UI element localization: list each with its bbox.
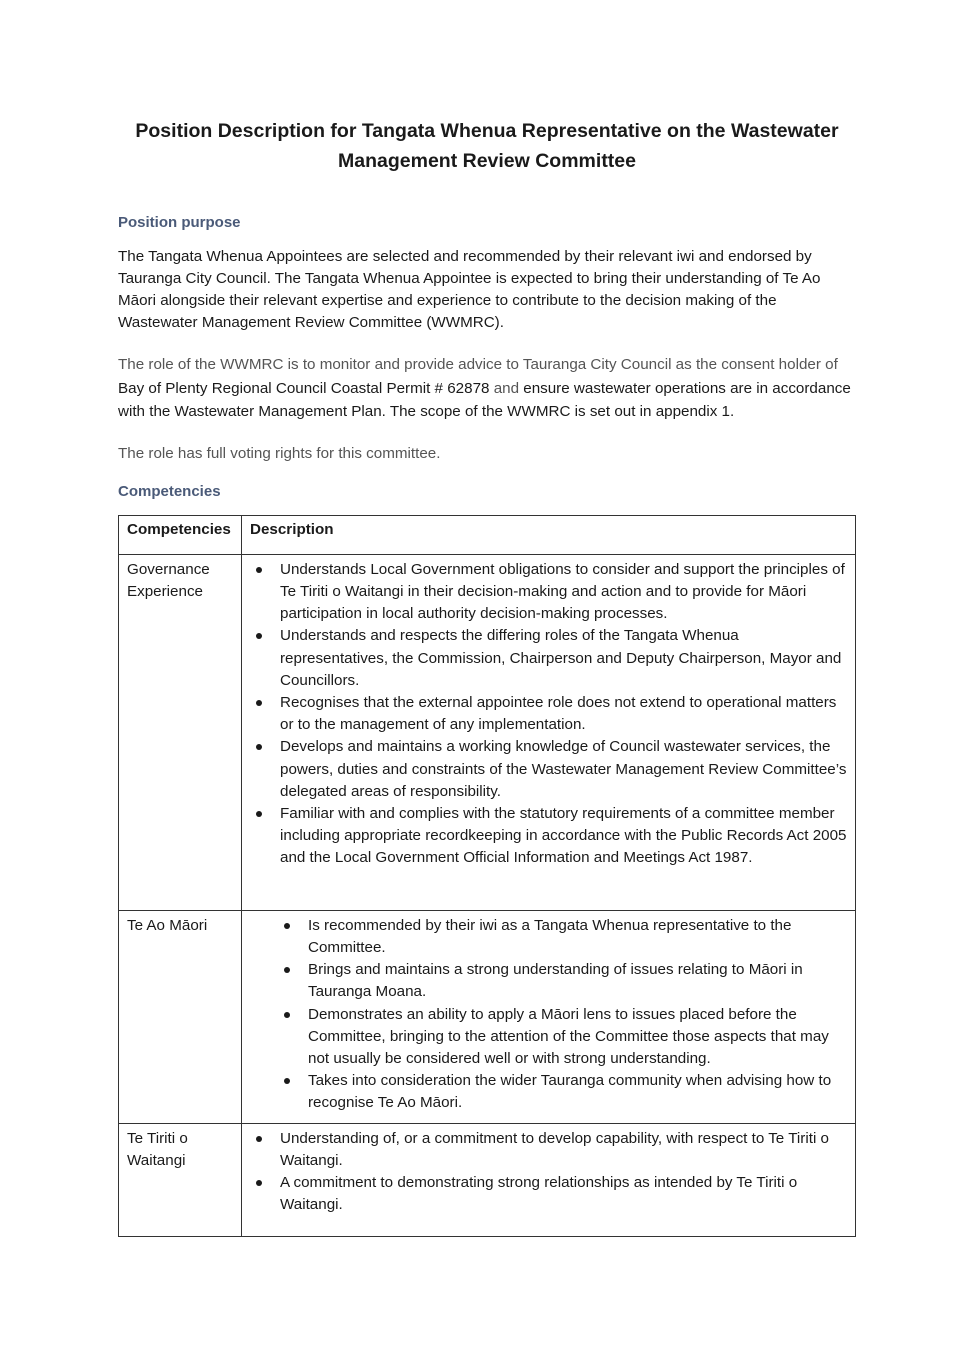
table-row: [119, 1123, 856, 1237]
para2-permit: Bay of Plenty Regional Council Coastal Permit # 62878: [118, 379, 490, 397]
para2-part-c: and: [489, 379, 524, 397]
col-header-description: Description: [242, 515, 856, 554]
list-item: A commitment to demonstrating strong relationships as intended by Te Tiriti o Waitangi.: [280, 1172, 847, 1216]
list-item: Brings and maintains a strong understanding of issues relating to Māori in Tauranga Moana.: [308, 959, 847, 1003]
list-item: Recognises that the external appointee role does not extend to operational matters or to the management of any implementation.: [280, 692, 847, 736]
purpose-paragraph-1: The Tangata Whenua Appointees are selected and recommended by their relevant iwi and endorsed by Tauranga City Council. The Tangata Whenua Appointee is expected to bring their understanding of Te Ao Māori alongside their relevant expertise and experience to contribute to the decision making of the Wastewater Management Review Committee (WWMRC).: [118, 248, 821, 331]
title-line-2: Management Review Committee: [338, 150, 636, 172]
title-line-1: Position Description for Tangata Whenua Representative on the Wastewater: [135, 120, 839, 142]
purpose-paragraph-3: The role has full voting rights for this committee.: [118, 444, 441, 462]
competencies-table: [118, 515, 856, 1238]
table-row: [119, 554, 856, 910]
description-list: [250, 559, 847, 870]
list-item: Familiar with and complies with the statutory requirements of a committee member including appropriate recordkeeping in accordance with the Public Records Act 2005 and the Local Government Official Information and Meetings Act 1987.: [280, 803, 847, 870]
competency-description: [242, 554, 856, 910]
list-item: Understanding of, or a commitment to develop capability, with respect to Te Tiriti o Waitangi.: [280, 1128, 847, 1172]
col-header-competencies: Competencies: [119, 515, 242, 554]
document-page: [118, 116, 856, 1237]
competency-name: Te Ao Māori: [119, 910, 242, 1123]
position-purpose-heading: Position purpose: [118, 214, 241, 231]
description-list: [250, 1128, 847, 1217]
list-item: Understands and respects the differing roles of the Tangata Whenua representatives, the Commission, Chairperson and Deputy Chairperson, Mayor and Councillors.: [280, 625, 847, 692]
competency-name: Governance Experience: [119, 554, 242, 910]
list-item: Takes into consideration the wider Tauranga community when advising how to recognise Te Ao Māori.: [308, 1070, 847, 1114]
description-list: [250, 915, 847, 1115]
table-row: [119, 910, 856, 1123]
para2-part-a: The role of the WWMRC is to monitor and provide advice to Tauranga City Council as the consent holder of: [118, 356, 838, 373]
list-item: Develops and maintains a working knowledge of Council wastewater services, the powers, duties and constraints of the Wastewater Management Review Committee’s delegated areas of responsibility.: [280, 736, 847, 803]
competency-description: [242, 910, 856, 1123]
table-header-row: [119, 515, 856, 554]
competencies-heading: Competencies: [118, 482, 221, 500]
para2-part-d: ensure wastewater operations are in accordance with the Wastewater Management Plan. The scope of the WWMRC is set out in appendix 1.: [118, 379, 851, 420]
list-item: Demonstrates an ability to apply a Māori lens to issues placed before the Committee, bringing to the attention of the Committee those aspects that may not usually be considered well or with strong understanding.: [308, 1004, 847, 1071]
competency-name: Te Tiriti o Waitangi: [119, 1123, 242, 1237]
document-title: [118, 116, 856, 176]
list-item: Understands Local Government obligations to consider and support the principles of Te Tiriti o Waitangi in their decision-making and action and to provide for Māori participation in local authority decision-making processes.: [280, 559, 847, 626]
list-item: Is recommended by their iwi as a Tangata Whenua representative to the Committee.: [308, 915, 847, 959]
purpose-paragraph-2: [118, 353, 856, 424]
competency-description: [242, 1123, 856, 1237]
